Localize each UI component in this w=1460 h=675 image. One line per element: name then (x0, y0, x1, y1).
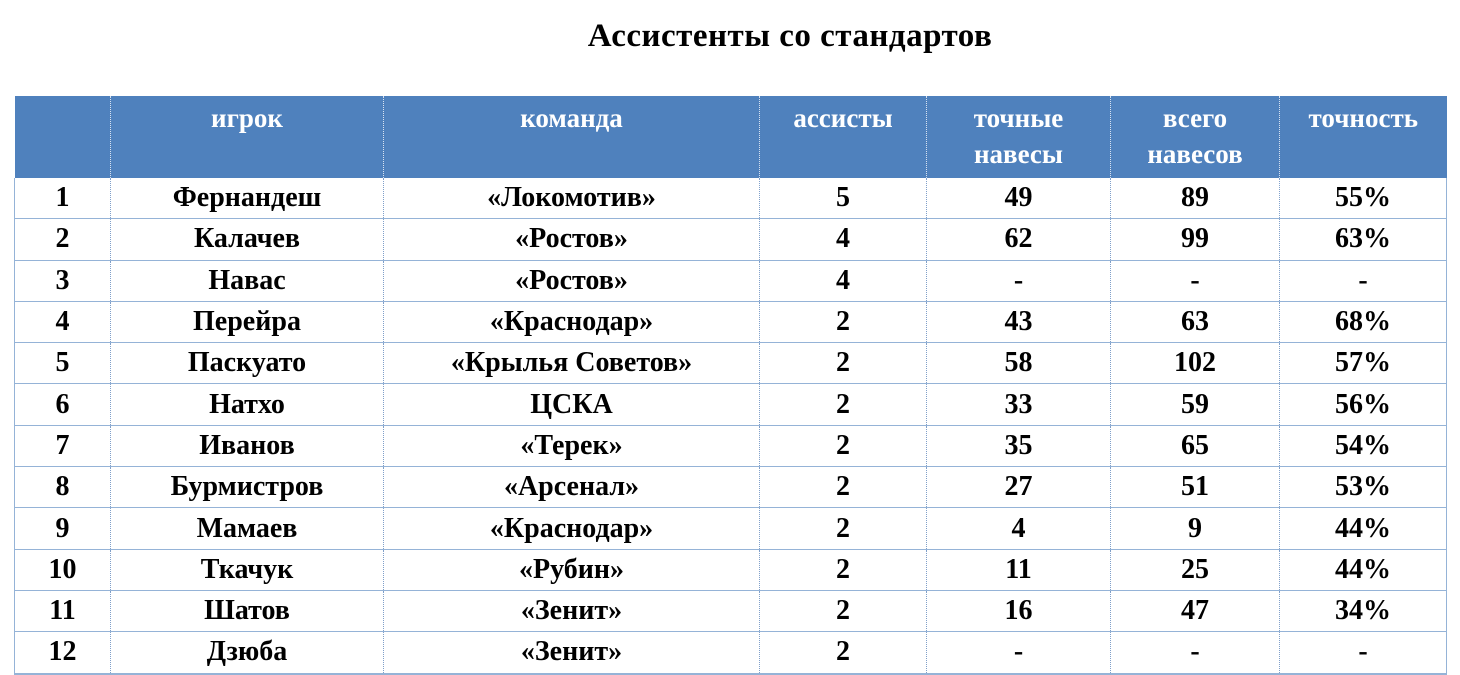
cell-total-crosses: 25 (1111, 549, 1280, 590)
cell-accuracy: 56% (1280, 384, 1447, 425)
cell-assists: 2 (760, 590, 927, 631)
cell-team: «Ростов» (384, 260, 760, 301)
cell-accuracy: 57% (1280, 343, 1447, 384)
cell-accurate-crosses: - (927, 632, 1111, 674)
header-total-crosses: всего навесов (1111, 96, 1280, 178)
cell-accurate-crosses: 49 (927, 178, 1111, 219)
cell-total-crosses: 9 (1111, 508, 1280, 549)
cell-accurate-crosses: 35 (927, 425, 1111, 466)
cell-accuracy: - (1280, 260, 1447, 301)
cell-total-crosses: 59 (1111, 384, 1280, 425)
cell-rank: 4 (15, 301, 111, 342)
cell-assists: 2 (760, 467, 927, 508)
table-row (15, 425, 1447, 466)
header-player: игрок (111, 96, 384, 178)
cell-accurate-crosses: 58 (927, 343, 1111, 384)
cell-team: «Краснодар» (384, 508, 760, 549)
cell-rank: 11 (15, 590, 111, 631)
cell-accuracy: 68% (1280, 301, 1447, 342)
cell-player: Дзюба (111, 632, 384, 674)
header-rank (15, 96, 111, 178)
cell-assists: 5 (760, 178, 927, 219)
cell-team: «Терек» (384, 425, 760, 466)
cell-accuracy: 44% (1280, 549, 1447, 590)
header-accurate-crosses: точные навесы (927, 96, 1111, 178)
header-assists: ассисты (760, 96, 927, 178)
cell-rank: 8 (15, 467, 111, 508)
cell-team: «Зенит» (384, 632, 760, 674)
header-team: команда (384, 96, 760, 178)
cell-accuracy: 44% (1280, 508, 1447, 549)
cell-assists: 2 (760, 384, 927, 425)
cell-accuracy: 55% (1280, 178, 1447, 219)
cell-player: Фернандеш (111, 178, 384, 219)
cell-player: Перейра (111, 301, 384, 342)
cell-accurate-crosses: 16 (927, 590, 1111, 631)
cell-player: Калачев (111, 219, 384, 260)
cell-accurate-crosses: 27 (927, 467, 1111, 508)
table-row (15, 301, 1447, 342)
cell-player: Паскуато (111, 343, 384, 384)
cell-player: Бурмистров (111, 467, 384, 508)
cell-team: ЦСКА (384, 384, 760, 425)
cell-team: «Ростов» (384, 219, 760, 260)
table-row (15, 467, 1447, 508)
cell-player: Иванов (111, 425, 384, 466)
cell-rank: 7 (15, 425, 111, 466)
table-row (15, 549, 1447, 590)
table-row (15, 508, 1447, 549)
cell-accurate-crosses: 43 (927, 301, 1111, 342)
cell-rank: 6 (15, 384, 111, 425)
cell-accurate-crosses: 33 (927, 384, 1111, 425)
cell-assists: 2 (760, 425, 927, 466)
cell-total-crosses: - (1111, 632, 1280, 674)
cell-player: Ткачук (111, 549, 384, 590)
table-row (15, 260, 1447, 301)
cell-team: «Крылья Советов» (384, 343, 760, 384)
cell-total-crosses: 65 (1111, 425, 1280, 466)
cell-team: «Рубин» (384, 549, 760, 590)
cell-total-crosses: 89 (1111, 178, 1280, 219)
cell-team: «Краснодар» (384, 301, 760, 342)
cell-player: Натхо (111, 384, 384, 425)
cell-rank: 12 (15, 632, 111, 674)
cell-total-crosses: 51 (1111, 467, 1280, 508)
page-title: Ассистенты со стандартов (587, 18, 993, 54)
table-row (15, 343, 1447, 384)
assists-table (14, 96, 1447, 675)
cell-assists: 4 (760, 219, 927, 260)
table-row (15, 219, 1447, 260)
cell-accurate-crosses: 4 (927, 508, 1111, 549)
table-row (15, 384, 1447, 425)
cell-assists: 2 (760, 343, 927, 384)
cell-total-crosses: 102 (1111, 343, 1280, 384)
cell-total-crosses: 47 (1111, 590, 1280, 631)
cell-team: «Арсенал» (384, 467, 760, 508)
table-row (15, 178, 1447, 219)
cell-team: «Локомотив» (384, 178, 760, 219)
cell-accuracy: 63% (1280, 219, 1447, 260)
cell-assists: 2 (760, 301, 927, 342)
cell-rank: 3 (15, 260, 111, 301)
cell-accurate-crosses: - (927, 260, 1111, 301)
cell-accuracy: 54% (1280, 425, 1447, 466)
cell-player: Шатов (111, 590, 384, 631)
cell-accurate-crosses: 11 (927, 549, 1111, 590)
cell-rank: 10 (15, 549, 111, 590)
cell-total-crosses: 63 (1111, 301, 1280, 342)
cell-accuracy: - (1280, 632, 1447, 674)
cell-accurate-crosses: 62 (927, 219, 1111, 260)
cell-assists: 2 (760, 508, 927, 549)
cell-rank: 5 (15, 343, 111, 384)
cell-assists: 2 (760, 632, 927, 674)
cell-accuracy: 53% (1280, 467, 1447, 508)
cell-assists: 4 (760, 260, 927, 301)
cell-total-crosses: 99 (1111, 219, 1280, 260)
cell-rank: 2 (15, 219, 111, 260)
cell-assists: 2 (760, 549, 927, 590)
cell-rank: 1 (15, 178, 111, 219)
cell-team: «Зенит» (384, 590, 760, 631)
cell-rank: 9 (15, 508, 111, 549)
table-header-row (15, 96, 1447, 178)
cell-player: Навас (111, 260, 384, 301)
cell-player: Мамаев (111, 508, 384, 549)
table-row (15, 590, 1447, 631)
header-accuracy: точность (1280, 96, 1447, 178)
cell-accuracy: 34% (1280, 590, 1447, 631)
table-row (15, 632, 1447, 674)
cell-total-crosses: - (1111, 260, 1280, 301)
